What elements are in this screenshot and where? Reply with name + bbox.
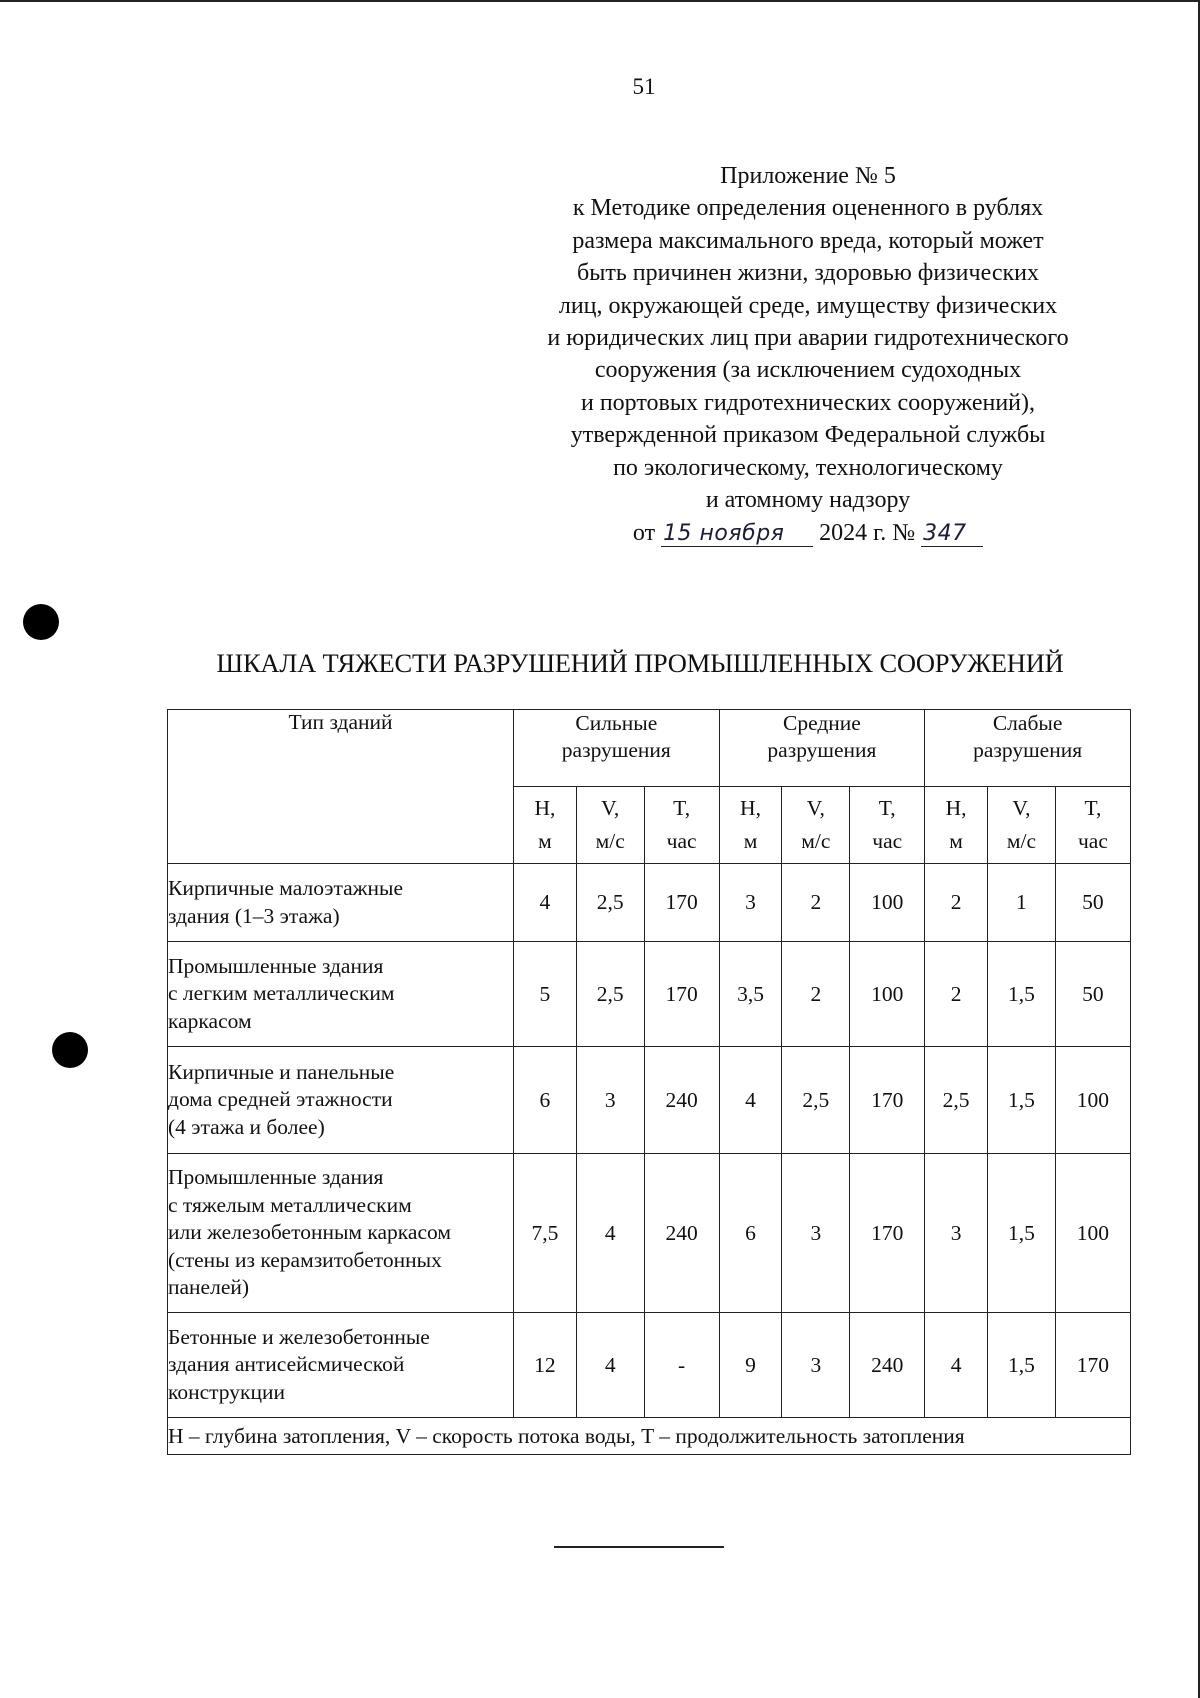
unit-header: V, м/с (782, 787, 850, 864)
table-cell: 100 (850, 942, 925, 1047)
unit-header: T, час (850, 787, 925, 864)
group-header-severe (514, 710, 720, 787)
building-type-cell: Кирпичные и панельные дома средней этажности (4 этажа и более) (168, 1047, 514, 1154)
appendix-line: и атомному надзору (705, 487, 911, 514)
table-cell: 3 (782, 1313, 850, 1418)
unit-header: T, час (1055, 787, 1130, 864)
unit-header: H, м (719, 787, 782, 864)
table-cell: 3 (719, 864, 782, 942)
table-cell: 3 (925, 1154, 988, 1313)
table-cell: 1,5 (988, 942, 1056, 1047)
table-cell: 2 (782, 864, 850, 942)
group-header-line: разрушения (767, 738, 877, 762)
table-cell: 1 (988, 864, 1056, 942)
table-cell: 50 (1055, 942, 1130, 1047)
appendix-line: размера максимального вреда, который может (572, 227, 1044, 254)
table-cell: - (644, 1313, 719, 1418)
table-cell: 7,5 (514, 1154, 577, 1313)
order-date-line (505, 517, 1111, 549)
table-cell: 170 (644, 942, 719, 1047)
table-cell: 50 (1055, 864, 1130, 942)
appendix-line: лиц, окружающей среде, имуществу физических (558, 292, 1058, 319)
table-cell: 100 (1055, 1047, 1130, 1154)
table-cell: 3 (782, 1154, 850, 1313)
table-cell: 4 (925, 1313, 988, 1418)
table-cell: 240 (644, 1047, 719, 1154)
unit-header: H, м (925, 787, 988, 864)
group-header-line: Слабые (992, 711, 1063, 735)
table-cell: 4 (719, 1047, 782, 1154)
appendix-line: и портовых гидротехнических сооружений), (580, 389, 1036, 416)
appendix-line: по экологическому, технологическому (613, 454, 1003, 481)
appendix-line: сооружения (за исключением судоходных (594, 357, 1022, 384)
table-cell: 170 (644, 864, 719, 942)
table-cell: 2,5 (576, 864, 644, 942)
appendix-line: утвержденной приказом Федеральной службы (570, 422, 1046, 449)
table-legend-row (168, 1418, 1131, 1455)
handwritten-date: 15 ноября (661, 522, 813, 547)
unit-header: T, час (644, 787, 719, 864)
table-legend: H – глубина затопления, V – скорость потока воды, T – продолжительность затопления (168, 1418, 1131, 1455)
table-cell: 4 (514, 864, 577, 942)
building-type-header: Тип зданий (168, 710, 514, 864)
table-cell: 4 (576, 1313, 644, 1418)
document-title: ШКАЛА ТЯЖЕСТИ РАЗРУШЕНИЙ ПРОМЫШЛЕННЫХ СООРУЖЕНИЙ (216, 648, 1064, 678)
appendix-line: к Методике определения оцененного в рублях (572, 195, 1044, 222)
table-row (168, 1313, 1131, 1418)
end-divider (554, 1546, 724, 1548)
table-row (168, 1154, 1131, 1313)
building-type-cell: Промышленные здания с легким металлическим каркасом (168, 942, 514, 1047)
group-header-line: Средние (782, 711, 861, 735)
table-cell: 2 (925, 942, 988, 1047)
table-header-row (168, 710, 1131, 787)
table-cell: 5 (514, 942, 577, 1047)
table-cell: 170 (850, 1154, 925, 1313)
appendix-line: Приложение № 5 (720, 163, 896, 189)
year-text: 2024 г. № (819, 520, 916, 547)
unit-header: H, м (514, 787, 577, 864)
table-row (168, 864, 1131, 942)
table-cell: 2,5 (782, 1047, 850, 1154)
unit-header: V, м/с (988, 787, 1056, 864)
table-cell: 6 (719, 1154, 782, 1313)
table-cell: 4 (576, 1154, 644, 1313)
building-type-cell: Промышленные здания с тяжелым металлическим или железобетонным каркасом (стены из керамзитобетонных панелей) (168, 1154, 514, 1313)
group-header-line: разрушения (561, 738, 671, 762)
table-cell: 240 (644, 1154, 719, 1313)
damage-scale-table (167, 709, 1131, 1455)
table-cell: 6 (514, 1047, 577, 1154)
punch-hole-mark (52, 1032, 88, 1068)
table-cell: 1,5 (988, 1047, 1056, 1154)
table-cell: 2,5 (576, 942, 644, 1047)
table-cell: 170 (1055, 1313, 1130, 1418)
group-header-medium (719, 710, 925, 787)
date-prefix: от (632, 520, 656, 547)
appendix-block (505, 160, 1111, 550)
unit-header: V, м/с (576, 787, 644, 864)
table-cell: 1,5 (988, 1154, 1056, 1313)
table-cell: 1,5 (988, 1313, 1056, 1418)
table-cell: 3 (576, 1047, 644, 1154)
appendix-line: и юридических лиц при аварии гидротехнического (547, 325, 1069, 352)
table-cell: 9 (719, 1313, 782, 1418)
group-header-line: Сильные (575, 711, 658, 735)
table-cell: 3,5 (719, 942, 782, 1047)
building-type-cell: Бетонные и железобетонные здания антисейсмической конструкции (168, 1313, 514, 1418)
appendix-line: быть причинен жизни, здоровью физических (577, 260, 1039, 287)
group-header-line: разрушения (973, 738, 1083, 762)
handwritten-order-number: 347 (921, 522, 983, 547)
group-header-weak (925, 710, 1131, 787)
punch-hole-mark (23, 604, 59, 640)
table-cell: 170 (850, 1047, 925, 1154)
table-cell: 100 (1055, 1154, 1130, 1313)
table-cell: 240 (850, 1313, 925, 1418)
building-type-cell: Кирпичные малоэтажные здания (1–3 этажа) (168, 864, 514, 942)
table-cell: 100 (850, 864, 925, 942)
table-cell: 2 (782, 942, 850, 1047)
table-row (168, 1047, 1131, 1154)
table-cell: 2 (925, 864, 988, 942)
page-number: 51 (632, 74, 656, 99)
table-cell: 2,5 (925, 1047, 988, 1154)
table-row (168, 942, 1131, 1047)
table-cell: 12 (514, 1313, 577, 1418)
